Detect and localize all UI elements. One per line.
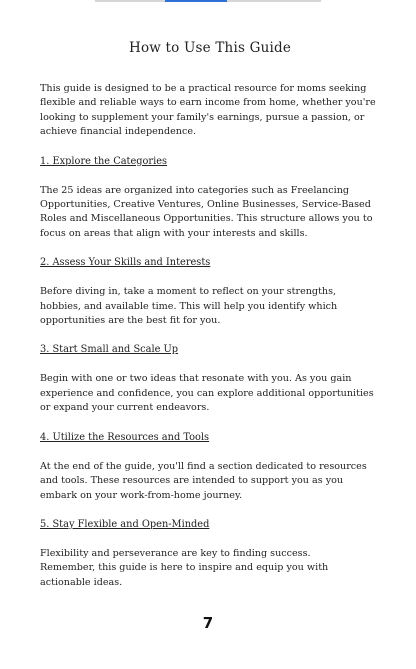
- section-heading-4: 4. Utilize the Resources and Tools: [40, 431, 210, 443]
- page-number: 7: [202, 614, 214, 632]
- top-scroll-track: [95, 0, 321, 2]
- section-body-3: Begin with one or two ideas that resonate with you. As you gain experience and confidence, you can explore additional opportunities or expand your current endeavors.: [40, 373, 374, 414]
- section-heading-5: 5. Stay Flexible and Open-Minded: [40, 518, 210, 530]
- section-body-5-line-1: Flexibility and perseverance are key to finding success.: [40, 547, 311, 559]
- section-heading-2: 2. Assess Your Skills and Interests: [40, 257, 211, 269]
- section-body-5: [40, 547, 380, 590]
- page-title: How to Use This Guide: [128, 40, 292, 56]
- section-body-5-line-2: Remember, this guide is here to inspire and equip you with actionable ideas.: [40, 562, 329, 588]
- section-body-2: Before diving in, take a moment to reflect on your strengths, hobbies, and available time. This will help you identify which opportunities are the best fit for you.: [40, 286, 338, 327]
- section-body-1: The 25 ideas are organized into categories such as Freelancing Opportunities, Creative Ventures, Online Businesses, Service-Based Roles and Miscellaneous Opportunities. This structure allows you to focus on areas that align with your interests and skills.: [40, 184, 373, 239]
- section-heading-3: 3. Start Small and Scale Up: [40, 344, 179, 356]
- section-heading-1: 1. Explore the Categories: [40, 155, 168, 167]
- top-scroll-indicator: [165, 0, 227, 2]
- section-body-4: At the end of the guide, you'll find a section dedicated to resources and tools. These resources are intended to support you as you embark on your work-from-home journey.: [40, 460, 367, 501]
- guide-page: [40, 40, 380, 605]
- intro-paragraph: This guide is designed to be a practical resource for moms seeking flexible and reliable ways to earn income from home, whether you're looking to supplement your family's earnings, pursue a passion, or achieve financial independence.: [40, 83, 376, 138]
